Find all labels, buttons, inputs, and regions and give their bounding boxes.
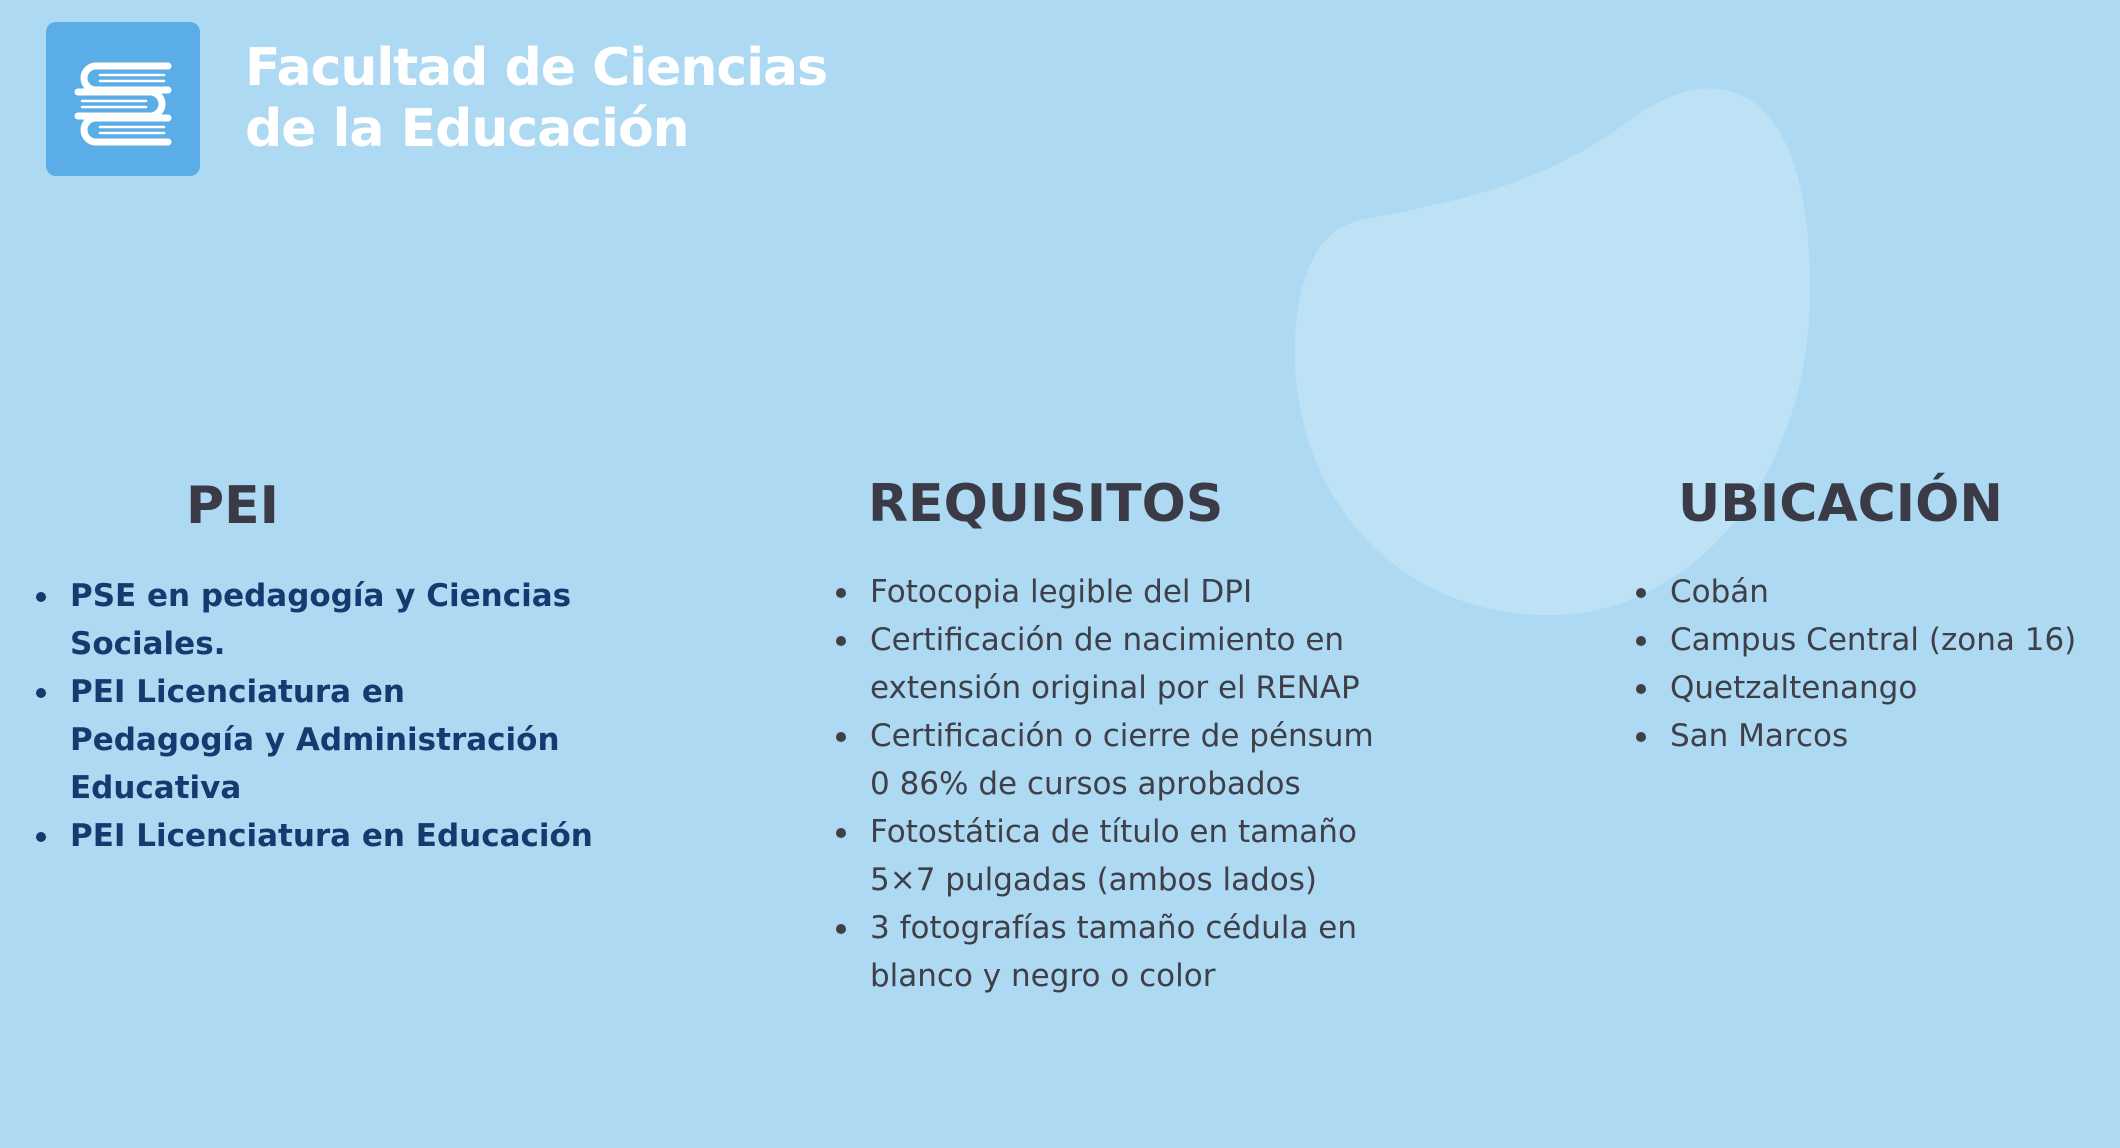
list-item: Certificación o cierre de pénsum 0 86% de cursos aprobados [834,712,1394,808]
list-item: Quetzaltenango [1634,664,2104,712]
faculty-name-line1: Facultad de Ciencias [245,38,828,98]
list-item: PEI Licenciatura en Educación [34,812,594,860]
list-item: Fotostática de título en tamaño 5×7 pulgadas (ambos lados) [834,808,1394,904]
ubicacion-heading: UBICACIÓN [1678,474,2003,534]
stacked-books-icon [68,44,178,154]
list-item: PEI Licenciatura en Pedagogía y Administración Educativa [34,668,594,812]
logo-badge [46,22,200,176]
background-blob [1290,60,1830,620]
list-item: Campus Central (zona 16) [1634,616,2104,664]
faculty-name [245,38,827,160]
list-item: Fotocopia legible del DPI [834,568,1394,616]
list-item: PSE en pedagogía y Ciencias Sociales. [34,572,594,668]
list-item: Certificación de nacimiento en extensión original por el RENAP [834,616,1394,712]
list-item: San Marcos [1634,712,2104,760]
requisitos-list [834,568,1394,1000]
faculty-name-line2: de la Educación [245,99,689,159]
requisitos-heading: REQUISITOS [868,474,1224,534]
list-item: 3 fotografías tamaño cédula en blanco y negro o color [834,904,1394,1000]
ubicacion-list [1634,568,2104,760]
list-item: Cobán [1634,568,2104,616]
pei-list [34,572,594,860]
pei-heading: PEI [186,476,279,536]
